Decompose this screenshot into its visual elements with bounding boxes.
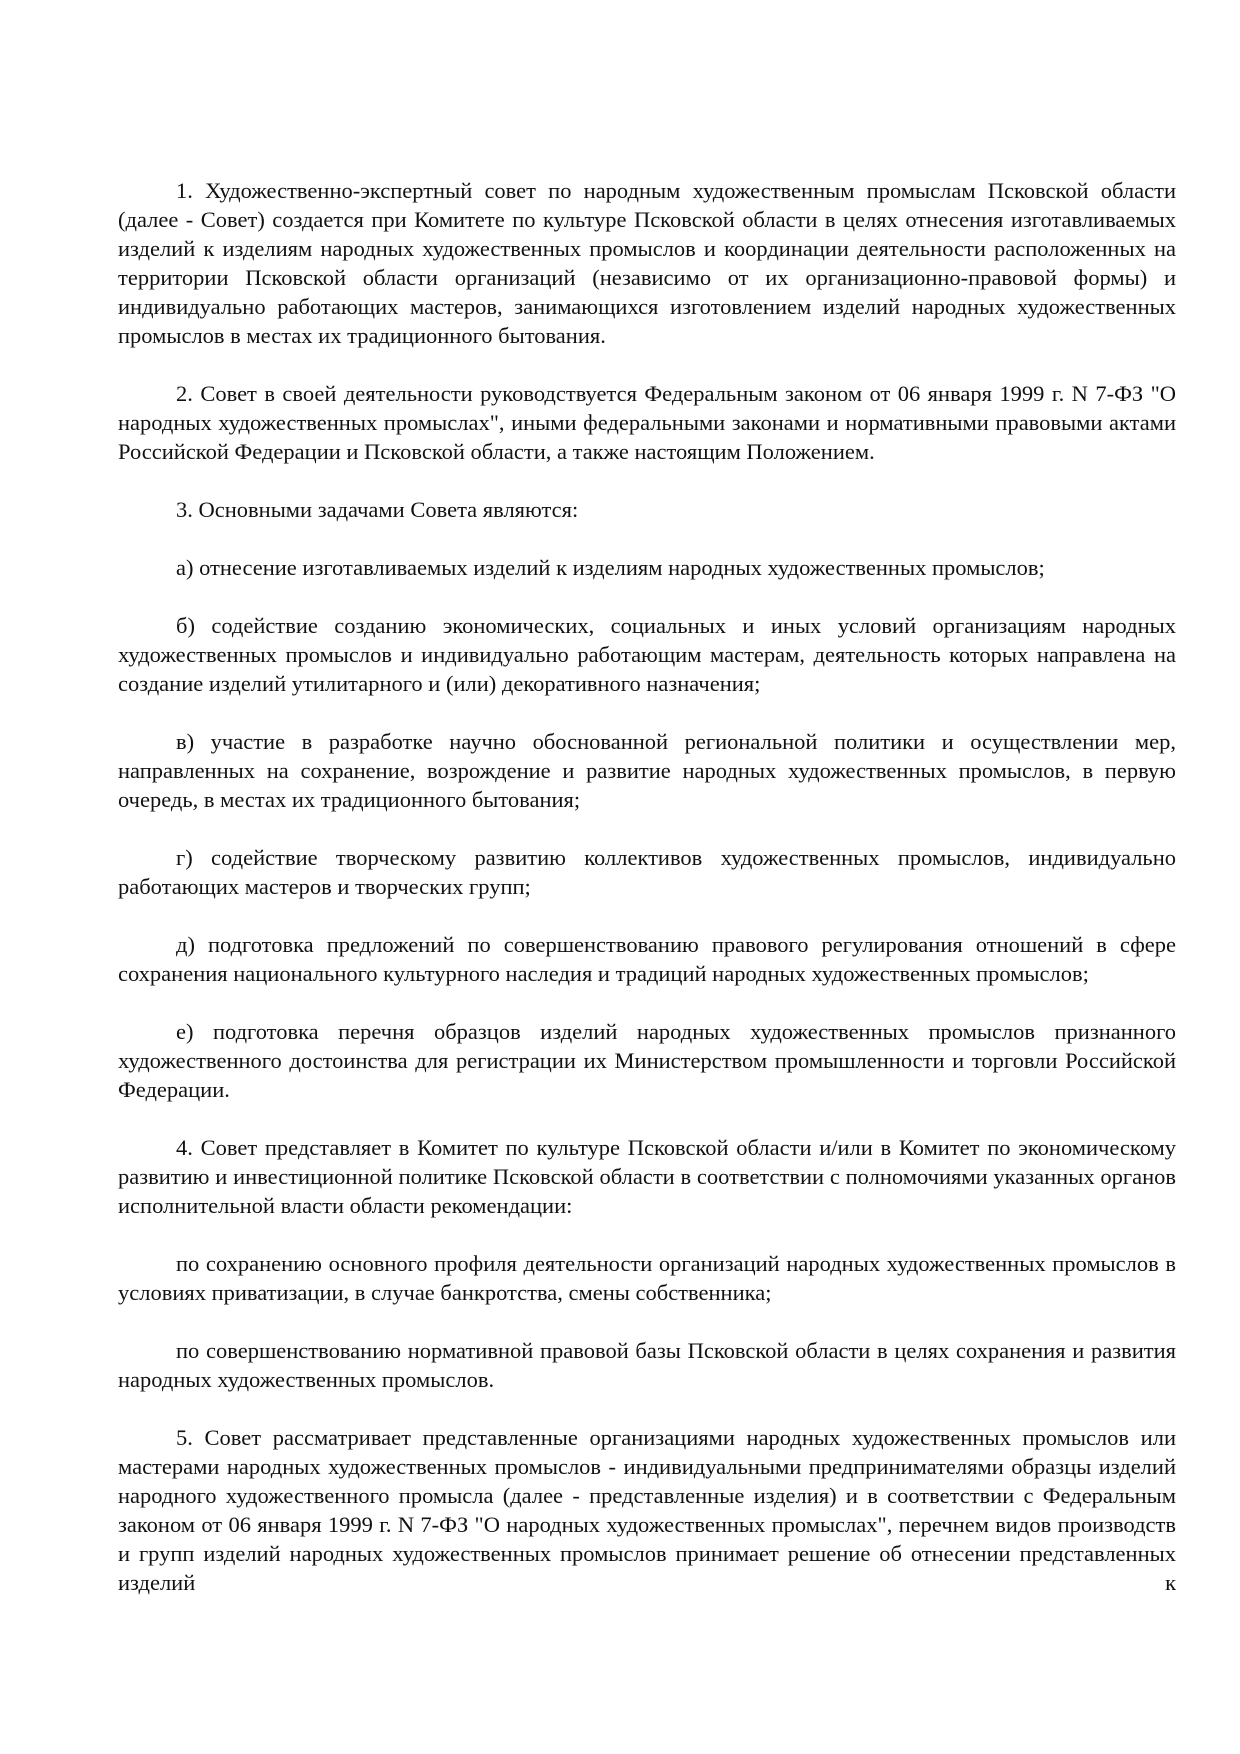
paragraph-3d: д) подготовка предложений по совершенствованию правового регулирования отношений в сфере сохранения национального культурного наследия и традиций народных художественных промыслов;	[118, 932, 1176, 986]
paragraph-3b: б) содействие созданию экономических, социальных и иных условий организациям народных художественных промыслов и индивидуально работающим мастерам, деятельность которых направлена на создание изделий утилитарного и (или) декоративного назначения;	[118, 613, 1176, 696]
paragraph-4-item-2: по совершенствованию нормативной правовой базы Псковской области в целях сохранения и развития народных художественных промыслов.	[118, 1338, 1176, 1392]
paragraph-3a: а) отнесение изготавливаемых изделий к изделиям народных художественных промыслов;	[176, 555, 1045, 580]
paragraph-1: 1. Художественно-экспертный совет по народным художественным промыслам Псковской области (далее - Совет) создается при Комитете по культуре Псковской области в целях отнесения изготавливаемых изделий к изделиям народных художественных промыслов и координации деятельности расположенных на территории Псковской области организаций (независимо от их организационно-правовой формы) и индивидуально работающих мастеров, занимающихся изготовлением изделий народных художественных промыслов в местах их традиционного бытования.	[118, 178, 1176, 348]
document-body	[118, 176, 1176, 1597]
paragraph-3: 3. Основными задачами Совета являются:	[176, 497, 579, 522]
paragraph-4: 4. Совет представляет в Комитет по культуре Псковской области и/или в Комитет по экономическому развитию и инвестиционной политике Псковской области в соответствии с полномочиями указанных органов исполнительной власти области рекомендации:	[118, 1135, 1176, 1218]
paragraph-3e: е) подготовка перечня образцов изделий народных художественных промыслов признанного художественного достоинства для регистрации их Министерством промышленности и торговли Российской Федерации.	[118, 1019, 1176, 1102]
paragraph-2: 2. Совет в своей деятельности руководствуется Федеральным законом от 06 января 1999 г. N 7-ФЗ "О народных художественных промыслах", иными федеральными законами и нормативными правовыми актами Российской Федерации и Псковской области, а также настоящим Положением.	[118, 381, 1176, 464]
paragraph-5: 5. Совет рассматривает представленные организациями народных художественных промыслов или мастерами народных художественных промыслов - индивидуальными предпринимателями образцы изделий народного художественного промысла (далее - представленные изделия) и в соответствии с Федеральным законом от 06 января 1999 г. N 7-ФЗ "О народных художественных промыслах", перечнем видов производств и групп изделий народных художественных промыслов принимает решение об отнесении представленных изделий к	[118, 1425, 1176, 1595]
paragraph-3v: в) участие в разработке научно обоснованной региональной политики и осуществлении мер, направленных на сохранение, возрождение и развитие народных художественных промыслов, в первую очередь, в местах их традиционного бытования;	[118, 729, 1176, 812]
paragraph-4-item-1: по сохранению основного профиля деятельности организаций народных художественных промыслов в условиях приватизации, в случае банкротства, смены собственника;	[118, 1251, 1176, 1305]
paragraph-3g: г) содействие творческому развитию коллективов художественных промыслов, индивидуально работающих мастеров и творческих групп;	[118, 845, 1176, 899]
